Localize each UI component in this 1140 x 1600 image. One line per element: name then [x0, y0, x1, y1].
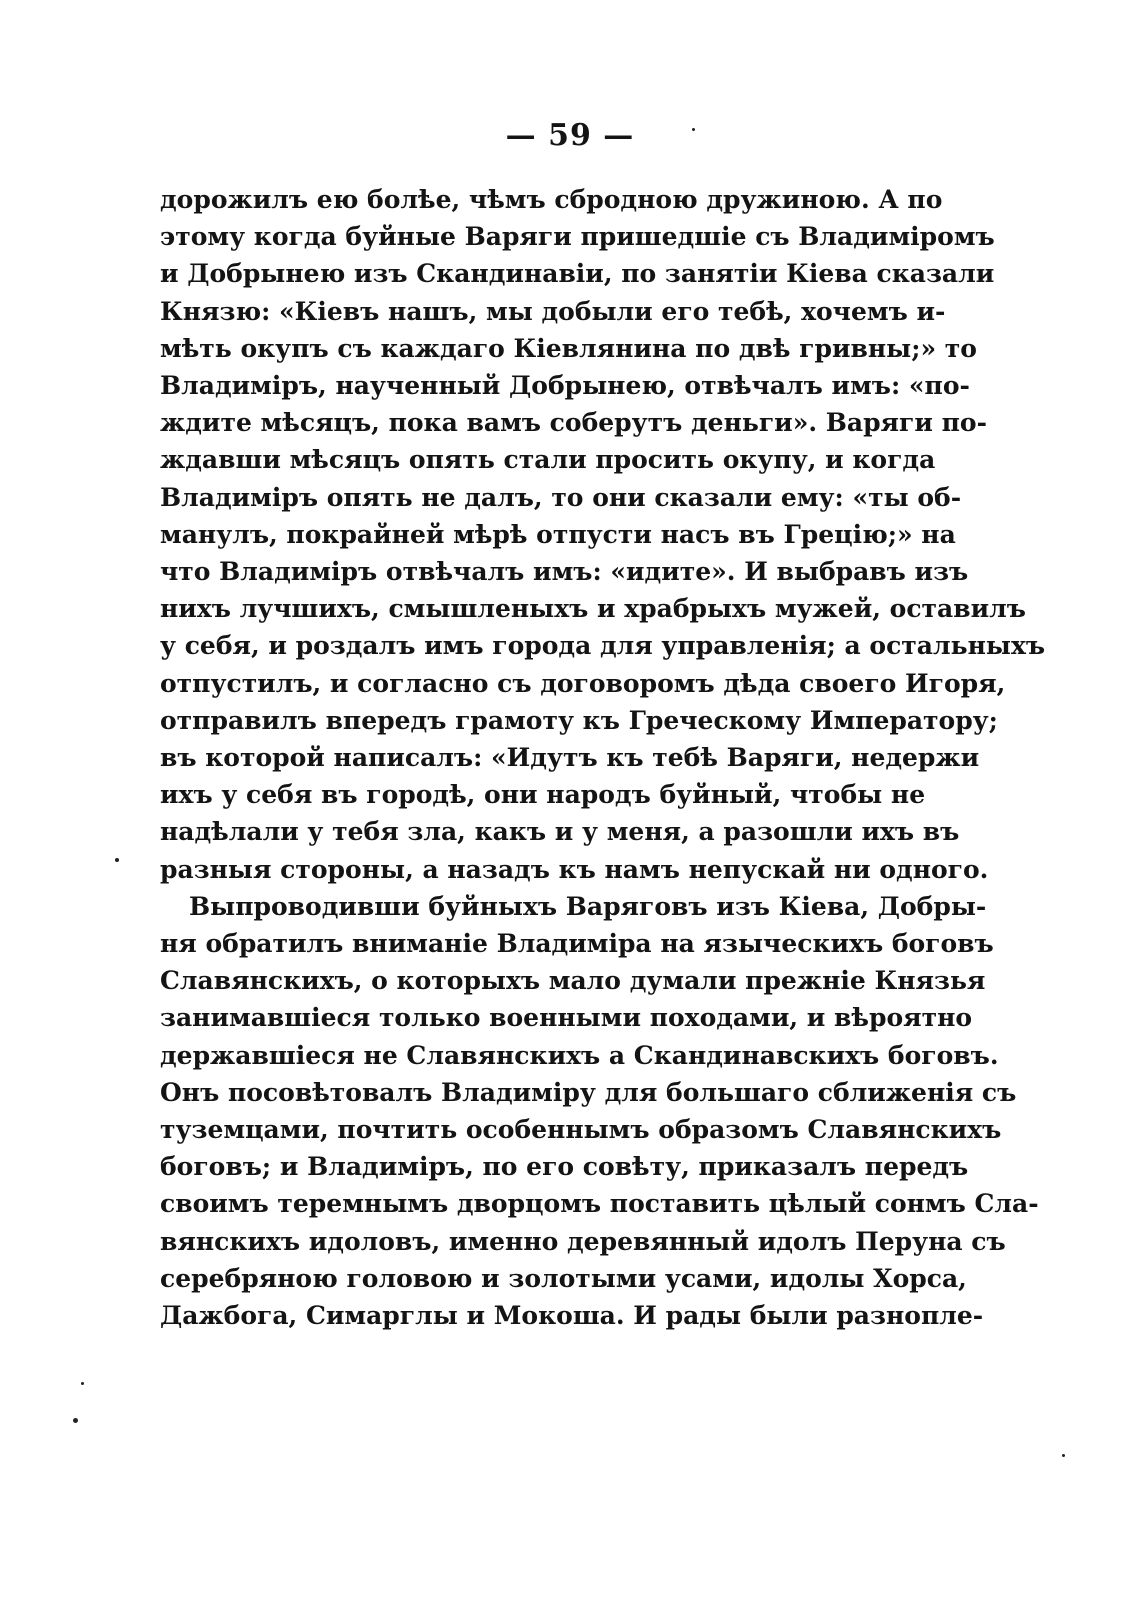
text-line: у себя, и роздалъ имъ города для управленія; а остальныхъ: [160, 631, 1046, 661]
text-line: ждите мѣсяцъ, пока вамъ соберутъ деньги». Варяги по-: [160, 408, 987, 438]
text-line: отпустилъ, и согласно съ договоромъ дѣда своего Игоря,: [160, 668, 1006, 698]
text-line: Онъ посовѣтовалъ Владиміру для большаго сближенія съ: [160, 1077, 1017, 1107]
text-line: этому когда буйные Варяги пришедшіе съ Владиміромъ: [160, 222, 995, 252]
text-line: нихъ лучшихъ, смышленыхъ и храбрыхъ мужей, оставилъ: [160, 594, 1026, 624]
text-line: вянскихъ идоловъ, именно деревянный идолъ Перуна съ: [160, 1226, 1006, 1256]
speck: [1062, 1454, 1065, 1457]
text-line: занимавшіеся только военными походами, и вѣроятно: [160, 1003, 973, 1033]
speck: [692, 128, 695, 131]
speck: [115, 858, 119, 862]
speck: [81, 1382, 84, 1385]
text-line: серебряною головою и золотыми усами, идолы Хорса,: [160, 1263, 967, 1293]
text-line: манулъ, покрайней мѣрѣ отпусти насъ въ Грецію;» на: [160, 519, 956, 549]
text-line: Выпроводивши буйныхъ Варяговъ изъ Кіева, Добры-: [189, 891, 987, 921]
text-line: и Добрынею изъ Скандинавіи, по занятіи Кіева сказали: [160, 259, 995, 289]
text-line: надѣлали у тебя зла, какъ и у меня, а разошли ихъ въ: [160, 817, 960, 847]
text-line: дорожилъ ею болѣе, чѣмъ сбродною дружиною. А по: [160, 185, 943, 214]
text-line: Дажбога, Симарглы и Мокоша. И рады были разнопле-: [160, 1301, 984, 1330]
text-line: Владиміръ опять не далъ, то они сказали ему: «ты об-: [160, 482, 962, 512]
page-number: — 59 —: [505, 118, 635, 153]
text-line: ждавши мѣсяцъ опять стали просить окупу, и когда: [160, 445, 936, 475]
text-line: отправилъ впередъ грамоту къ Греческому Императору;: [160, 705, 998, 735]
text-line: туземцами, почтить особеннымъ образомъ Славянскихъ: [160, 1115, 1002, 1144]
text-line: державшіеся не Славянскихъ а Скандинавскихъ боговъ.: [160, 1040, 999, 1070]
text-line: ня обратилъ вниманіе Владиміра на языческихъ боговъ: [160, 929, 994, 958]
text-line: разныя стороны, а назадъ къ намъ непускай ни одного.: [160, 854, 989, 884]
text-line: мѣть окупъ съ каждаго Кіевлянина по двѣ гривны;» то: [160, 333, 977, 363]
text-line: Владиміръ, наученный Добрынею, отвѣчалъ имъ: «по-: [160, 371, 970, 400]
text-line: въ которой написалъ: «Идутъ къ тебѣ Варяги, недержи: [160, 743, 980, 772]
text-line: своимъ теремнымъ дворцомъ поставить цѣлый сонмъ Сла-: [160, 1189, 1039, 1219]
speck: [73, 1418, 78, 1423]
text-line: Славянскихъ, о которыхъ мало думали прежніе Князья: [160, 966, 986, 996]
text-line: что Владиміръ отвѣчалъ имъ: «идите». И выбравъ изъ: [160, 557, 969, 586]
text-line: ихъ у себя въ городѣ, они народъ буйный, чтобы не: [160, 780, 926, 810]
text-line: боговъ; и Владиміръ, по его совѣту, приказалъ передъ: [160, 1152, 969, 1182]
text-line: Князю: «Кіевъ нашъ, мы добыли его тебѣ, хочемъ и-: [160, 296, 946, 326]
